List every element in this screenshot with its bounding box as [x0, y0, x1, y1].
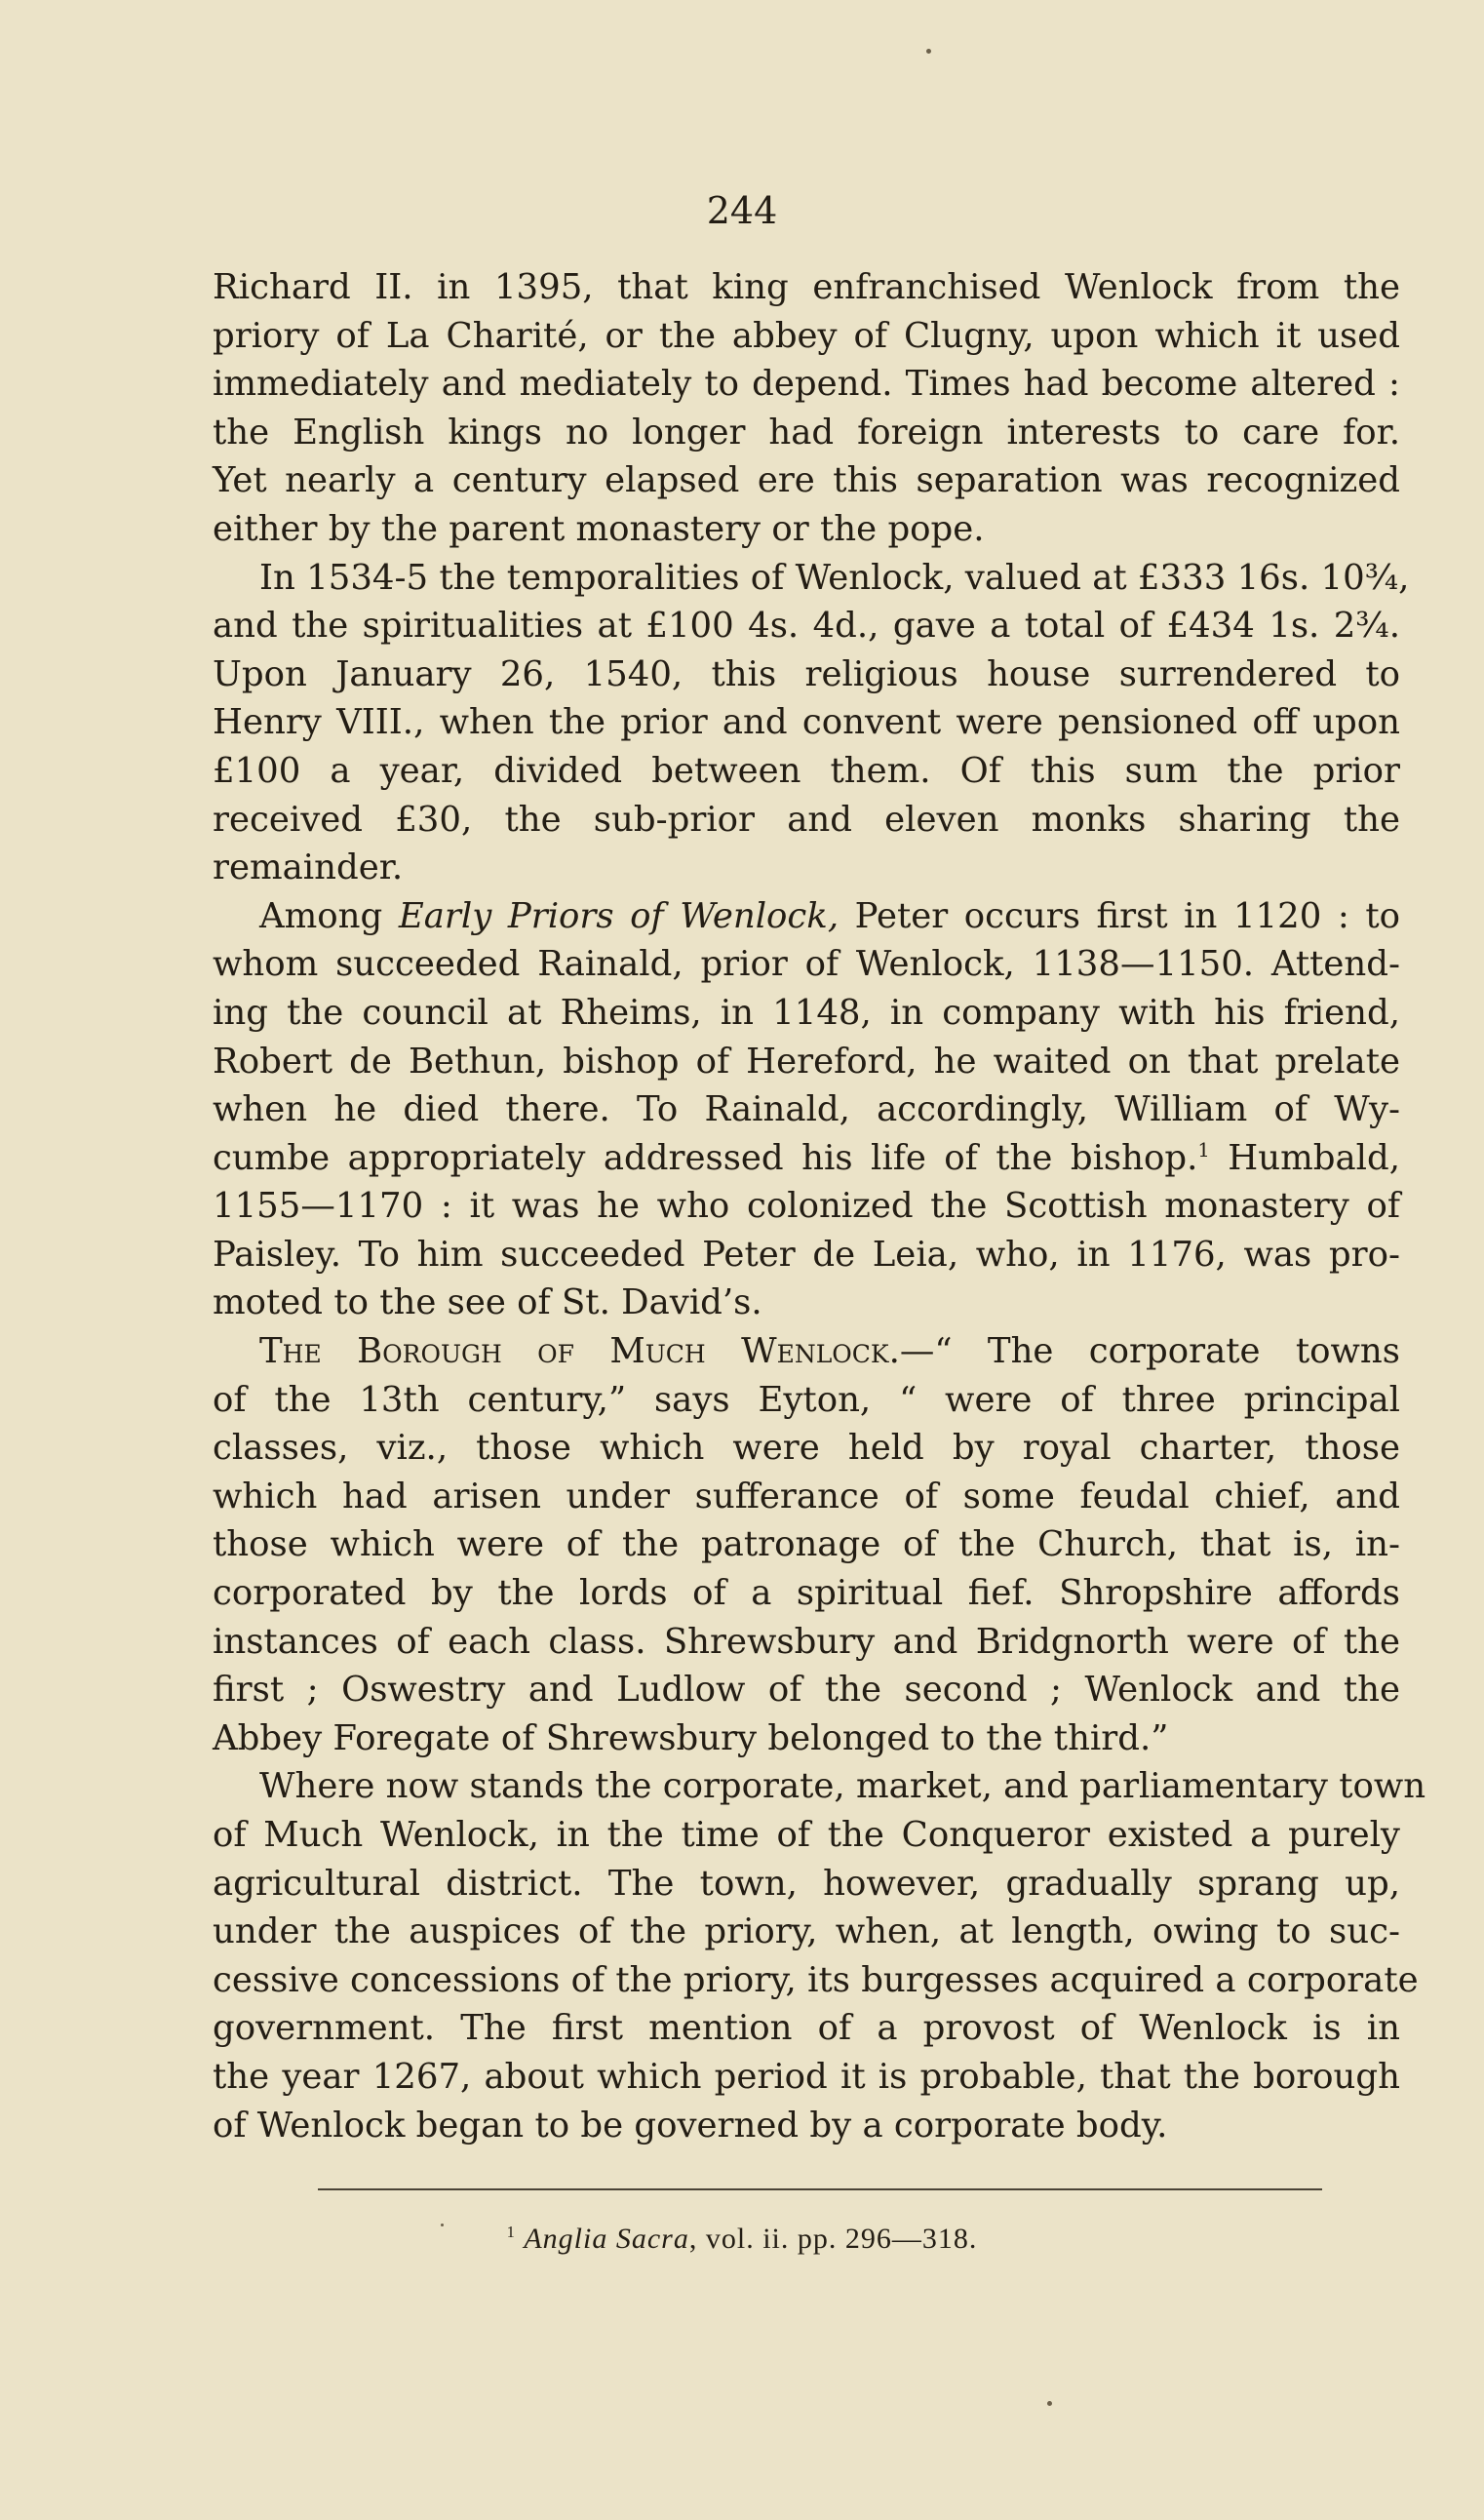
- text-line: [213, 1811, 1400, 1860]
- text-line: [213, 844, 1400, 892]
- text-run: agricultural district. The town, however, gradually sprang up,: [213, 1863, 1400, 1904]
- text-run: first ; Oswestry and Ludlow of the second ; Wenlock and the: [213, 1670, 1400, 1711]
- text-line: [213, 650, 1400, 699]
- text-run: ing the council at Rheims, in 1148, in company with his friend,: [213, 992, 1400, 1033]
- text-run: Richard II. in 1395, that king enfranchised Wenlock from the: [213, 267, 1400, 307]
- footnote: [0, 2220, 1484, 2259]
- text-run: cumbe appropriately addressed his life of the bishop.: [213, 1137, 1198, 1178]
- text-run: classes, viz., those which were held by royal charter, those: [213, 1428, 1400, 1469]
- text-run: which had arisen under sufferance of some feudal chief, and: [213, 1476, 1400, 1516]
- text-line: [213, 409, 1400, 457]
- footnote-title: Anglia Sacra: [524, 2223, 689, 2255]
- text-line: [213, 892, 1400, 941]
- text-line: [213, 940, 1400, 989]
- text-run: when he died there. To Rainald, accordingly, William of Wy-: [213, 1089, 1400, 1130]
- text-line: [213, 2004, 1400, 2053]
- text-line: [213, 1279, 1400, 1327]
- page-number: 244: [706, 189, 778, 232]
- text-line: [213, 505, 1400, 554]
- text-run: Abbey Foregate of Shrewsbury belonged to the third.”: [213, 1717, 1169, 1758]
- text-run: Paisley. To him succeeded Peter de Leia, who, in 1176, was pro-: [213, 1234, 1400, 1275]
- text-line: [213, 2053, 1400, 2102]
- text-line: [213, 747, 1400, 796]
- footnote-rule: [318, 2188, 1322, 2190]
- text-run: Robert de Bethun, bishop of Hereford, he waited on that prelate: [213, 1041, 1400, 1082]
- text-line: [213, 1473, 1400, 1521]
- text-line: [213, 1038, 1400, 1086]
- text-run: either by the parent monastery or the pope.: [213, 508, 985, 549]
- text-run: 1: [1197, 1138, 1210, 1162]
- text-line: [213, 1956, 1419, 2005]
- text-run: Yet nearly a century elapsed ere this separation was recognized: [213, 460, 1400, 501]
- text-line: [213, 1182, 1400, 1231]
- text-run: instances of each class. Shrewsbury and Bridgnorth were of the: [213, 1621, 1400, 1662]
- text-line: [213, 796, 1400, 845]
- text-run: of Much Wenlock, in the time of the Conqueror existed a purely: [213, 1815, 1400, 1855]
- text-line: [213, 456, 1400, 505]
- text-run: of Wenlock began to be governed by a corporate body.: [213, 2105, 1168, 2146]
- text-run: Henry VIII., when the prior and convent were pensioned off upon: [213, 702, 1400, 743]
- text-run: government. The first mention of a provost of Wenlock is in: [213, 2008, 1400, 2049]
- text-line: [213, 602, 1400, 650]
- text-run: whom succeeded Rainald, prior of Wenlock, 1138—1150. Attend-: [213, 944, 1400, 985]
- text-run: of the 13th century,” says Eyton, “ were of three principal: [213, 1379, 1400, 1420]
- text-line: [213, 360, 1400, 409]
- paper-speck: [926, 49, 931, 54]
- text-line: [213, 1520, 1400, 1569]
- text-run: In 1534-5 the temporalities of Wenlock, valued at £333 16s. 10¾,: [259, 557, 1410, 598]
- paper-speck: [1047, 2401, 1052, 2406]
- text-line: [213, 1666, 1400, 1714]
- text-run: those which were of the patronage of the Church, that is, in-: [213, 1524, 1400, 1565]
- text-run: the English kings no longer had foreign interests to care for.: [213, 412, 1400, 453]
- text-run: Upon January 26, 1540, this religious house surrendered to: [213, 653, 1400, 694]
- text-run: The Borough of Much Wenlock.: [259, 1331, 900, 1372]
- text-run: Where now stands the corporate, market, and parliamentary town: [259, 1766, 1426, 1807]
- text-run: under the auspices of the priory, when, at length, owing to suc-: [213, 1911, 1400, 1952]
- paper-speck: [441, 2224, 444, 2226]
- text-line: [213, 1714, 1400, 1763]
- text-line: [213, 1569, 1400, 1618]
- text-run: Humbald,: [1209, 1137, 1400, 1178]
- text-run: the year 1267, about which period it is probable, that the borough: [213, 2056, 1400, 2097]
- body-text: [213, 263, 1426, 2149]
- text-line: [213, 2102, 1400, 2150]
- text-run: moted to the see of St. David’s.: [213, 1282, 762, 1323]
- text-line: [213, 1860, 1400, 1909]
- text-line: [213, 554, 1410, 603]
- text-line: [213, 1762, 1426, 1811]
- text-run: received £30, the sub-prior and eleven monks sharing the: [213, 799, 1400, 840]
- text-line: [213, 1134, 1400, 1183]
- text-run: remainder.: [213, 847, 404, 888]
- text-run: and the spiritualities at £100 4s. 4d., gave a total of £434 1s. 2¾.: [213, 606, 1400, 647]
- text-line: [213, 989, 1400, 1038]
- text-line: [213, 1908, 1400, 1956]
- text-line: [213, 1424, 1400, 1473]
- text-line: [213, 1085, 1400, 1134]
- text-line: [213, 1327, 1400, 1376]
- footnote-reference: , vol. ii. pp. 296—318.: [688, 2223, 978, 2255]
- text-line: [213, 263, 1400, 312]
- text-run: Among: [259, 895, 399, 936]
- text-line: [213, 1618, 1400, 1667]
- text-run: immediately and mediately to depend. Times had become altered :: [213, 364, 1400, 405]
- footnote-marker: 1: [506, 2223, 516, 2241]
- text-run: —“ The corporate towns: [899, 1331, 1400, 1372]
- text-line: [213, 1376, 1400, 1425]
- text-run: cessive concessions of the priory, its burgesses acquired a corporate: [213, 1959, 1419, 2000]
- text-line: [213, 312, 1400, 361]
- text-run: £100 a year, divided between them. Of this sum the prior: [213, 750, 1400, 791]
- text-run: corporated by the lords of a spiritual fief. Shropshire affords: [213, 1573, 1400, 1614]
- text-line: [213, 698, 1400, 747]
- text-run: 1155—1170 : it was he who colonized the Scottish monastery of: [213, 1186, 1400, 1227]
- text-line: [213, 1231, 1400, 1280]
- text-run: Early Priors of Wenlock,: [398, 895, 840, 936]
- text-run: priory of La Charité, or the abbey of Clugny, upon which it used: [213, 315, 1400, 356]
- text-run: Peter occurs first in 1120 : to: [839, 895, 1401, 936]
